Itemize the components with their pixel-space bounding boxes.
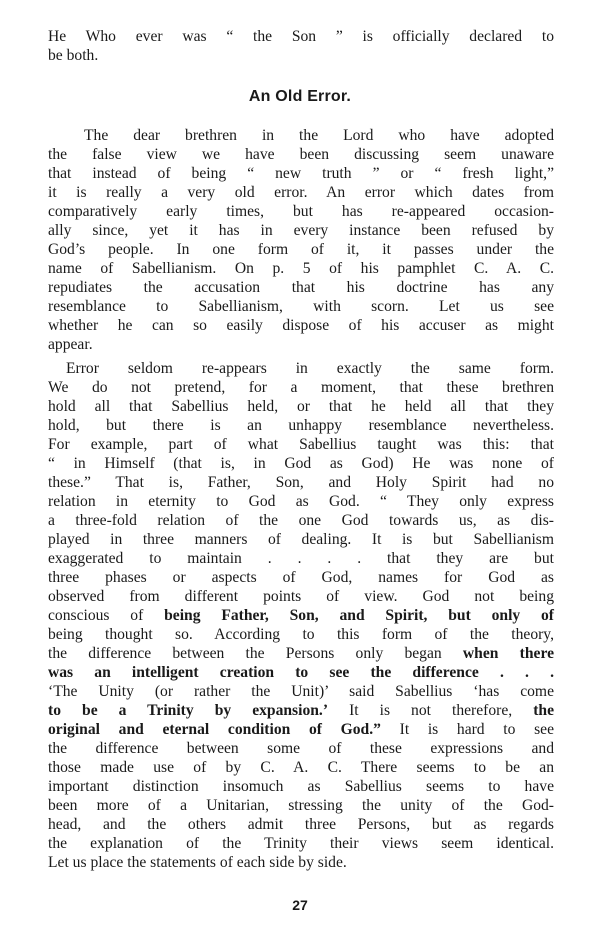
text-line: ally since, yet it has in every instance been refused by [48, 222, 554, 239]
bold-text: to be a Trinity by expansion.’ [48, 702, 329, 719]
bold-text: when there [462, 645, 555, 662]
text-line: been more of a Unitarian, stressing the unity of the God- [48, 797, 554, 814]
text-line: observed from different points of view. God not being [48, 588, 554, 605]
text-line: repudiates the accusation that his doctrine has any [48, 279, 554, 296]
text-line: hold, but there is an unhappy resemblance nevertheless. [48, 417, 554, 434]
text-line: We do not pretend, for a moment, that these brethren [48, 379, 554, 396]
text-line: a three-fold relation of the one God towards us, as dis- [48, 512, 554, 529]
text-line: these.” That is, Father, Son, and Holy Spirit had no [48, 474, 554, 491]
bold-text: being Father, Son, and Spirit, but only of [164, 607, 555, 624]
text-line: being thought so. According to this form of the theory, [48, 626, 554, 643]
text-line: important distinction insomuch as Sabellius seems to have [48, 778, 554, 795]
text-line: “ in Himself (that is, in God as God) He was none of [48, 455, 554, 472]
text-line: God’s people. In one form of it, it passes under the [48, 241, 554, 258]
text-line: name of Sabellianism. On p. 5 of his pamphlet C. A. C. [48, 260, 554, 277]
text-line: hold all that Sabellius held, or that he held all that they [48, 398, 554, 415]
text-line [48, 720, 554, 739]
text-line: Let us place the statements of each side by side. [48, 854, 347, 871]
text-line: three phases or aspects of God, names for God as [48, 569, 554, 586]
text-line: relation in eternity to God as God. “ They only express [48, 493, 554, 510]
text-line: it is really a very old error. An error which dates from [48, 184, 554, 201]
text-line: the difference between some of these expressions and [48, 740, 554, 757]
text-line: whether he can so easily dispose of his accuser as might [48, 317, 554, 334]
text-line: For example, part of what Sabellius taught was this: that [48, 436, 554, 453]
text-line: those made use of by C. A. C. There seems to be an [48, 759, 554, 776]
text-line [48, 644, 554, 663]
text-segment: the difference between the Persons only began [48, 645, 442, 662]
text-line: head, and the others admit three Persons, but as regards [48, 816, 554, 833]
text-line [48, 606, 554, 625]
text-line: exaggerated to maintain . . . . that they are but [48, 550, 554, 567]
text-segment: It is not therefore, [349, 702, 513, 719]
bold-text-line: was an intelligent creation to see the difference . . . [48, 664, 554, 681]
section-heading: An Old Error. [248, 88, 352, 105]
text-line: The dear brethren in the Lord who have adopted [84, 127, 554, 144]
text-segment: conscious of [48, 607, 144, 624]
text-segment: It is hard to see [399, 721, 554, 738]
bold-text: the [533, 702, 554, 719]
text-line: be both. [48, 47, 99, 64]
page-number: 27 [292, 897, 308, 913]
text-line: the explanation of the Trinity their views seem identical. [48, 835, 554, 852]
text-line: Error seldom re-appears in exactly the same form. [66, 360, 554, 377]
text-line: played in three manners of dealing. It is but Sabellianism [48, 531, 554, 548]
text-line: ‘The Unity (or rather the Unit)’ said Sabellius ‘has come [48, 683, 554, 700]
text-line [48, 701, 554, 720]
text-line: comparatively early times, but has re-appeared occasion- [48, 203, 554, 220]
bold-text: original and eternal condition of God.” [48, 721, 381, 738]
text-line: appear. [48, 336, 93, 353]
text-line: the false view we have been discussing seem unaware [48, 146, 554, 163]
text-line: that instead of being “ new truth ” or “ fresh light,” [48, 165, 554, 182]
text-line: He Who ever was “ the Son ” is officially declared to [48, 28, 554, 45]
text-line: resemblance to Sabellianism, with scorn. Let us see [48, 298, 554, 315]
